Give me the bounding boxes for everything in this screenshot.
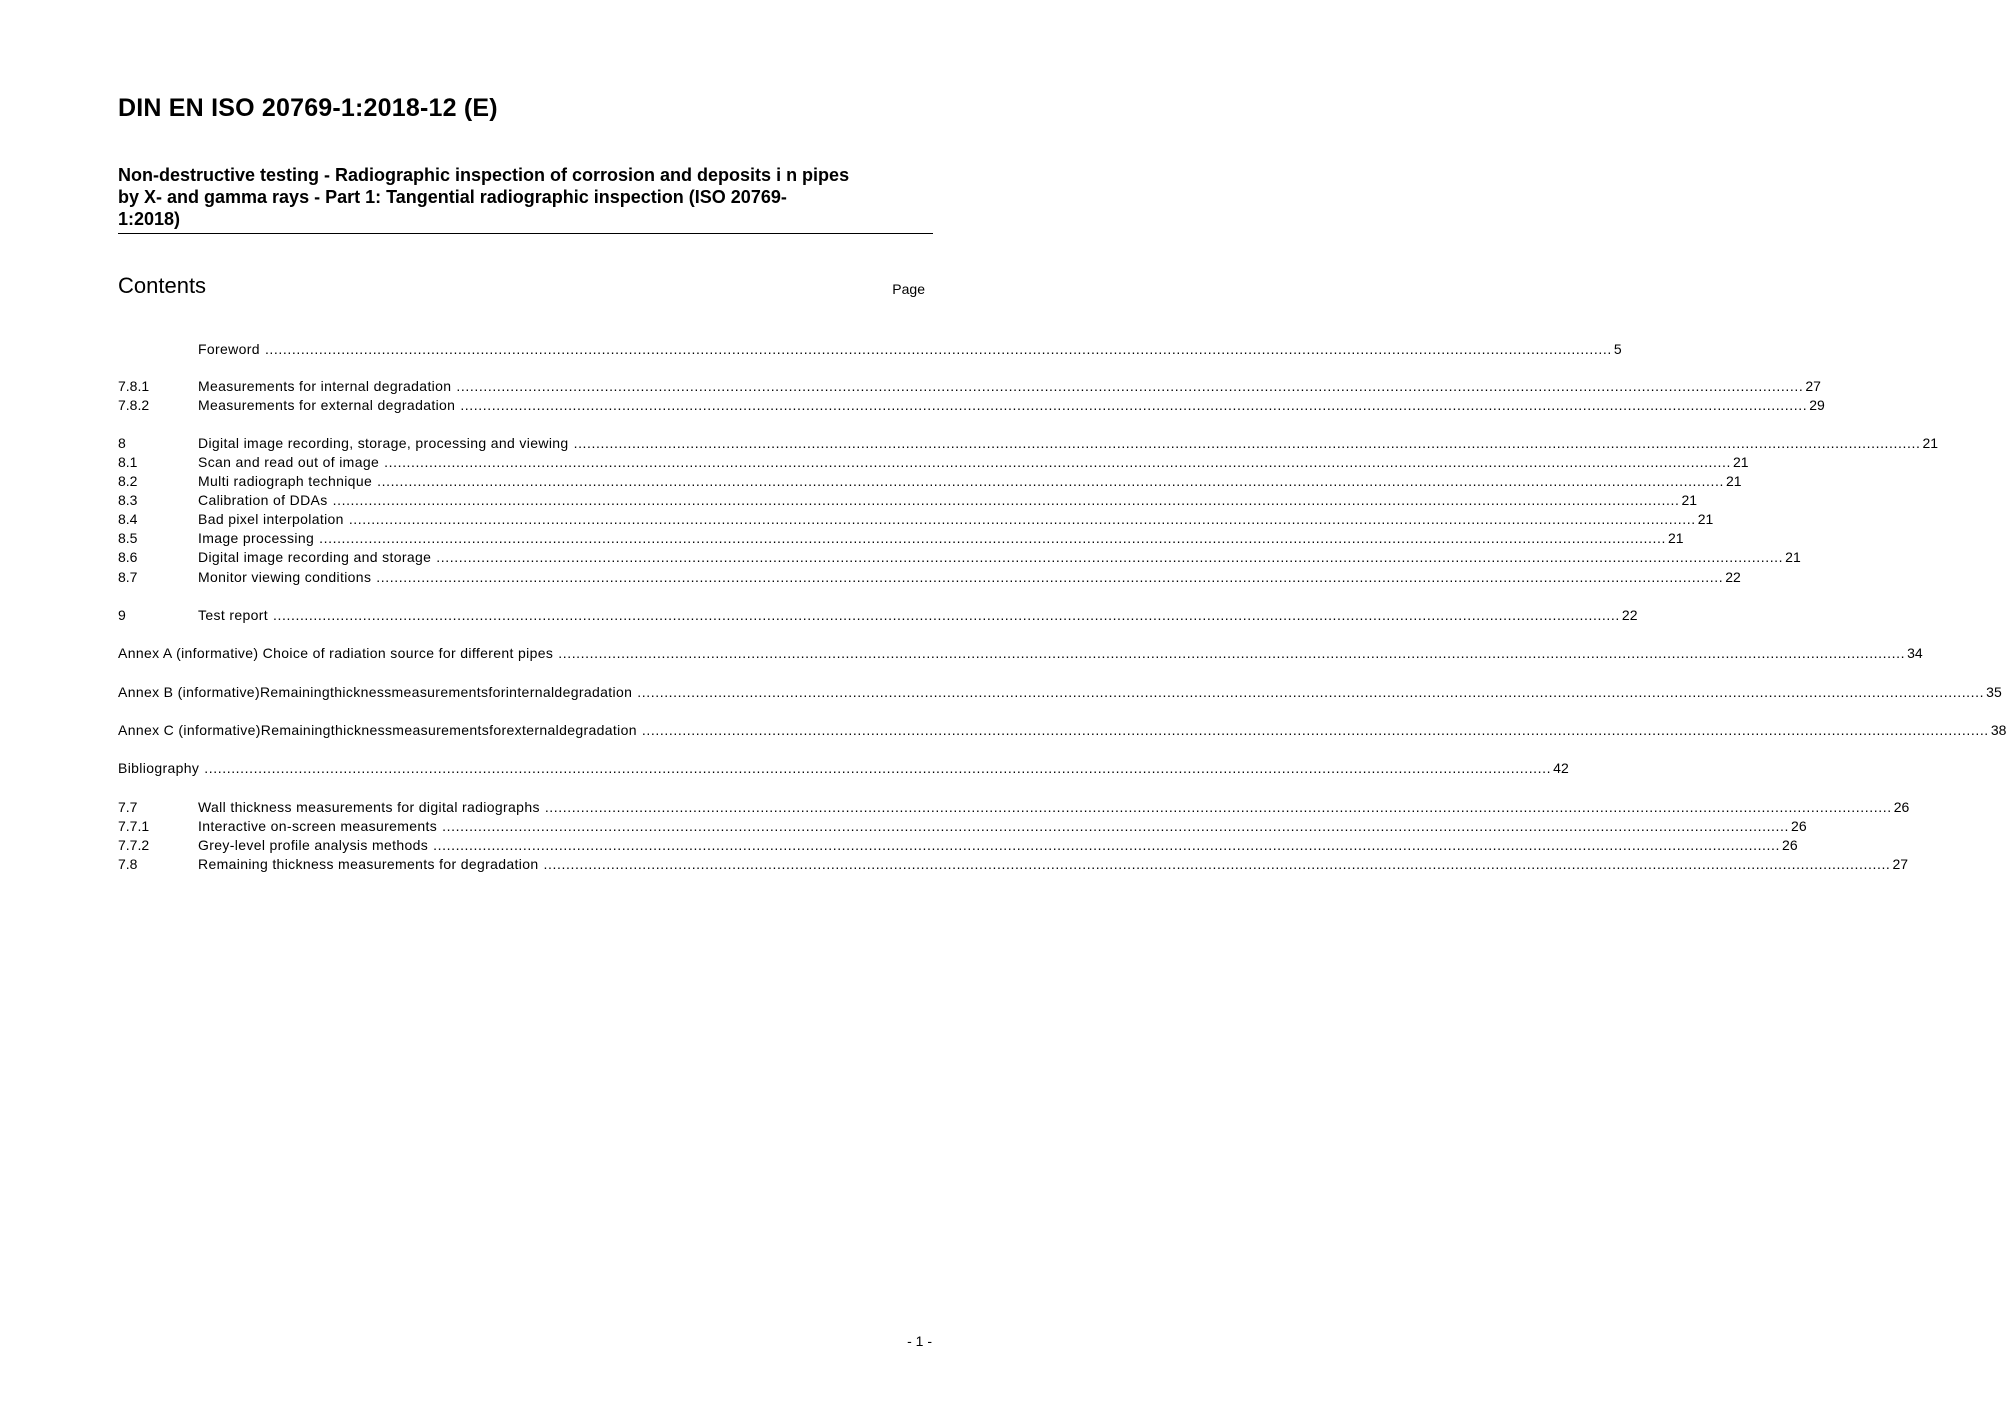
toc-entry-title: Grey-level profile analysis methods: [198, 837, 429, 853]
toc-leader-dots: ............................................................................................................................................................................................................................................................................................................: [456, 378, 1804, 394]
toc-entry-title: Test report: [198, 607, 268, 623]
title-divider: [118, 233, 933, 234]
toc-leader-dots: ............................................................................................................................................................................................................................................................................................................: [637, 684, 1985, 700]
toc-entry[interactable]: [118, 548, 1801, 567]
toc-entry[interactable]: [118, 529, 1684, 548]
toc-entry[interactable]: [118, 855, 1909, 874]
toc-entry[interactable]: [118, 817, 1807, 836]
toc-entry[interactable]: [118, 721, 2006, 740]
toc-entry-title: Measurements for external degradation: [198, 397, 456, 413]
toc-entry-title: Multi radiograph technique: [198, 473, 373, 489]
toc-leader-dots: ............................................................................................................................................................................................................................................................................................................: [558, 645, 1906, 661]
toc-entry-title: Bibliography: [118, 760, 200, 776]
toc-entry-title: Measurements for internal degradation: [198, 378, 452, 394]
toc-entry-number: 8.2: [118, 473, 138, 489]
toc-entry-page: 21: [1668, 530, 1684, 546]
toc-entry-page: 21: [1697, 511, 1714, 527]
toc-entry-page: 5: [1613, 341, 1622, 357]
toc-leader-dots: ............................................................................................................................................................................................................................................................................................................: [264, 341, 1612, 357]
toc-leader-dots: ............................................................................................................................................................................................................................................................................................................: [433, 837, 1781, 853]
document-title-line: by X- and gamma rays - Part 1: Tangential radiographic inspection (ISO 20769-: [118, 187, 787, 207]
toc-leader-dots: ............................................................................................................................................................................................................................................................................................................: [376, 569, 1724, 585]
page-column-heading: Page: [892, 281, 925, 297]
toc-leader-dots: ............................................................................................................................................................................................................................................................................................................: [348, 511, 1696, 527]
toc-entry[interactable]: [118, 491, 1698, 510]
toc-entry-page: 26: [1893, 799, 1910, 815]
toc-entry-title: Remaining thickness measurements for degradation: [198, 856, 539, 872]
document-title: [118, 164, 933, 230]
toc-entry-title: Foreword: [198, 341, 260, 357]
toc-entry-page: 22: [1725, 569, 1741, 585]
toc-leader-dots: ............................................................................................................................................................................................................................................................................................................: [273, 607, 1620, 623]
toc-leader-dots: ............................................................................................................................................................................................................................................................................................................: [319, 530, 1667, 546]
toc-entry-title: Calibration of DDAs: [198, 492, 328, 508]
toc-entry-title: Bad pixel interpolation: [198, 511, 344, 527]
toc-entry-title: Annex C (informative)Remainingthicknessmeasurementsforexternaldegradation: [118, 722, 637, 738]
toc-entry-page: 26: [1782, 837, 1798, 853]
toc-entry-page: 26: [1791, 818, 1807, 834]
toc-entry[interactable]: [118, 472, 1742, 491]
toc-entry[interactable]: [118, 683, 2002, 702]
toc-leader-dots: ............................................................................................................................................................................................................................................................................................................: [641, 722, 1989, 738]
toc-entry-page: 34: [1907, 645, 1923, 661]
toc-entry-number: 7.7.1: [118, 818, 150, 834]
toc-entry-title: Interactive on-screen measurements: [198, 818, 438, 834]
toc-leader-dots: ............................................................................................................................................................................................................................................................................................................: [544, 799, 1892, 815]
toc-entry-title: Monitor viewing conditions: [198, 569, 372, 585]
toc-entry-title: Wall thickness measurements for digital radiographs: [198, 799, 540, 815]
toc-entry-page: 29: [1809, 397, 1825, 413]
toc-entry[interactable]: [118, 568, 1741, 587]
contents-heading: Contents: [118, 273, 207, 298]
toc-entry[interactable]: [118, 453, 1749, 472]
toc-entry[interactable]: [118, 396, 1825, 415]
toc-entry-title: Annex B (informative)Remainingthicknessmeasurementsforinternaldegradation: [118, 684, 633, 700]
toc-entry-title: Scan and read out of image: [198, 454, 380, 470]
document-title-line: Non-destructive testing - Radiographic inspection of corrosion and deposits i n pipes: [118, 165, 850, 185]
page-number: - 1 -: [907, 1333, 932, 1349]
toc-entry[interactable]: [118, 836, 1798, 855]
toc-leader-dots: ............................................................................................................................................................................................................................................................................................................: [543, 856, 1891, 872]
toc-entry[interactable]: [118, 759, 1569, 778]
toc-entry-number: 8.6: [118, 549, 138, 565]
toc-entry-page: 38: [1990, 722, 2006, 738]
toc-entry-page: 22: [1621, 607, 1638, 623]
toc-entry-number: 8.5: [118, 530, 138, 546]
document-title-line: 1:2018): [118, 209, 181, 229]
toc-entry-number: 8.7: [118, 569, 138, 585]
toc-entry-number: 7.8.2: [118, 397, 150, 413]
toc-entry-title: Annex A (informative) Choice of radiation source for different pipes: [118, 645, 554, 661]
toc-entry-page: 21: [1922, 435, 1939, 451]
toc-entry-number: 8.4: [118, 511, 138, 527]
toc-entry-page: 27: [1805, 378, 1821, 394]
toc-entry[interactable]: [118, 606, 1638, 625]
toc-entry-page: 21: [1733, 454, 1749, 470]
toc-entry[interactable]: [118, 798, 1910, 817]
toc-leader-dots: ............................................................................................................................................................................................................................................................................................................: [442, 818, 1790, 834]
toc-entry-number: 9: [118, 607, 126, 623]
toc-entry-page: 21: [1726, 473, 1742, 489]
toc-entry[interactable]: [118, 340, 1622, 359]
toc-leader-dots: ............................................................................................................................................................................................................................................................................................................: [377, 473, 1724, 489]
toc-leader-dots: ............................................................................................................................................................................................................................................................................................................: [204, 760, 1552, 776]
toc-entry-title: Digital image recording and storage: [198, 549, 432, 565]
toc-entry-number: 8.3: [118, 492, 138, 508]
toc-entry-number: 8: [118, 435, 126, 451]
document-id: DIN EN ISO 20769-1:2018-12 (E): [118, 94, 498, 122]
toc-entry-number: 7.7: [118, 799, 138, 815]
toc-entry[interactable]: [118, 434, 1939, 453]
toc-entry-page: 21: [1785, 549, 1801, 565]
toc-entry-title: Image processing: [198, 530, 315, 546]
toc-entry[interactable]: [118, 377, 1821, 396]
toc-entry-number: 7.7.2: [118, 837, 150, 853]
toc-entry-title: Digital image recording, storage, processing and viewing: [198, 435, 569, 451]
toc-entry-number: 8.1: [118, 454, 138, 470]
toc-entry-page: 42: [1553, 760, 1569, 776]
toc-entry-page: 35: [1986, 684, 2002, 700]
toc-leader-dots: ............................................................................................................................................................................................................................................................................................................: [332, 492, 1680, 508]
toc-entry-page: 27: [1892, 856, 1909, 872]
toc-entry-page: 21: [1681, 492, 1698, 508]
toc-entry[interactable]: [118, 644, 1923, 663]
toc-leader-dots: ............................................................................................................................................................................................................................................................................................................: [573, 435, 1921, 451]
toc-leader-dots: ............................................................................................................................................................................................................................................................................................................: [384, 454, 1732, 470]
toc-leader-dots: ............................................................................................................................................................................................................................................................................................................: [436, 549, 1784, 565]
toc-entry[interactable]: [118, 510, 1714, 529]
toc-entry-number: 7.8: [118, 856, 138, 872]
toc-leader-dots: ............................................................................................................................................................................................................................................................................................................: [460, 397, 1808, 413]
toc-entry-number: 7.8.1: [118, 378, 150, 394]
